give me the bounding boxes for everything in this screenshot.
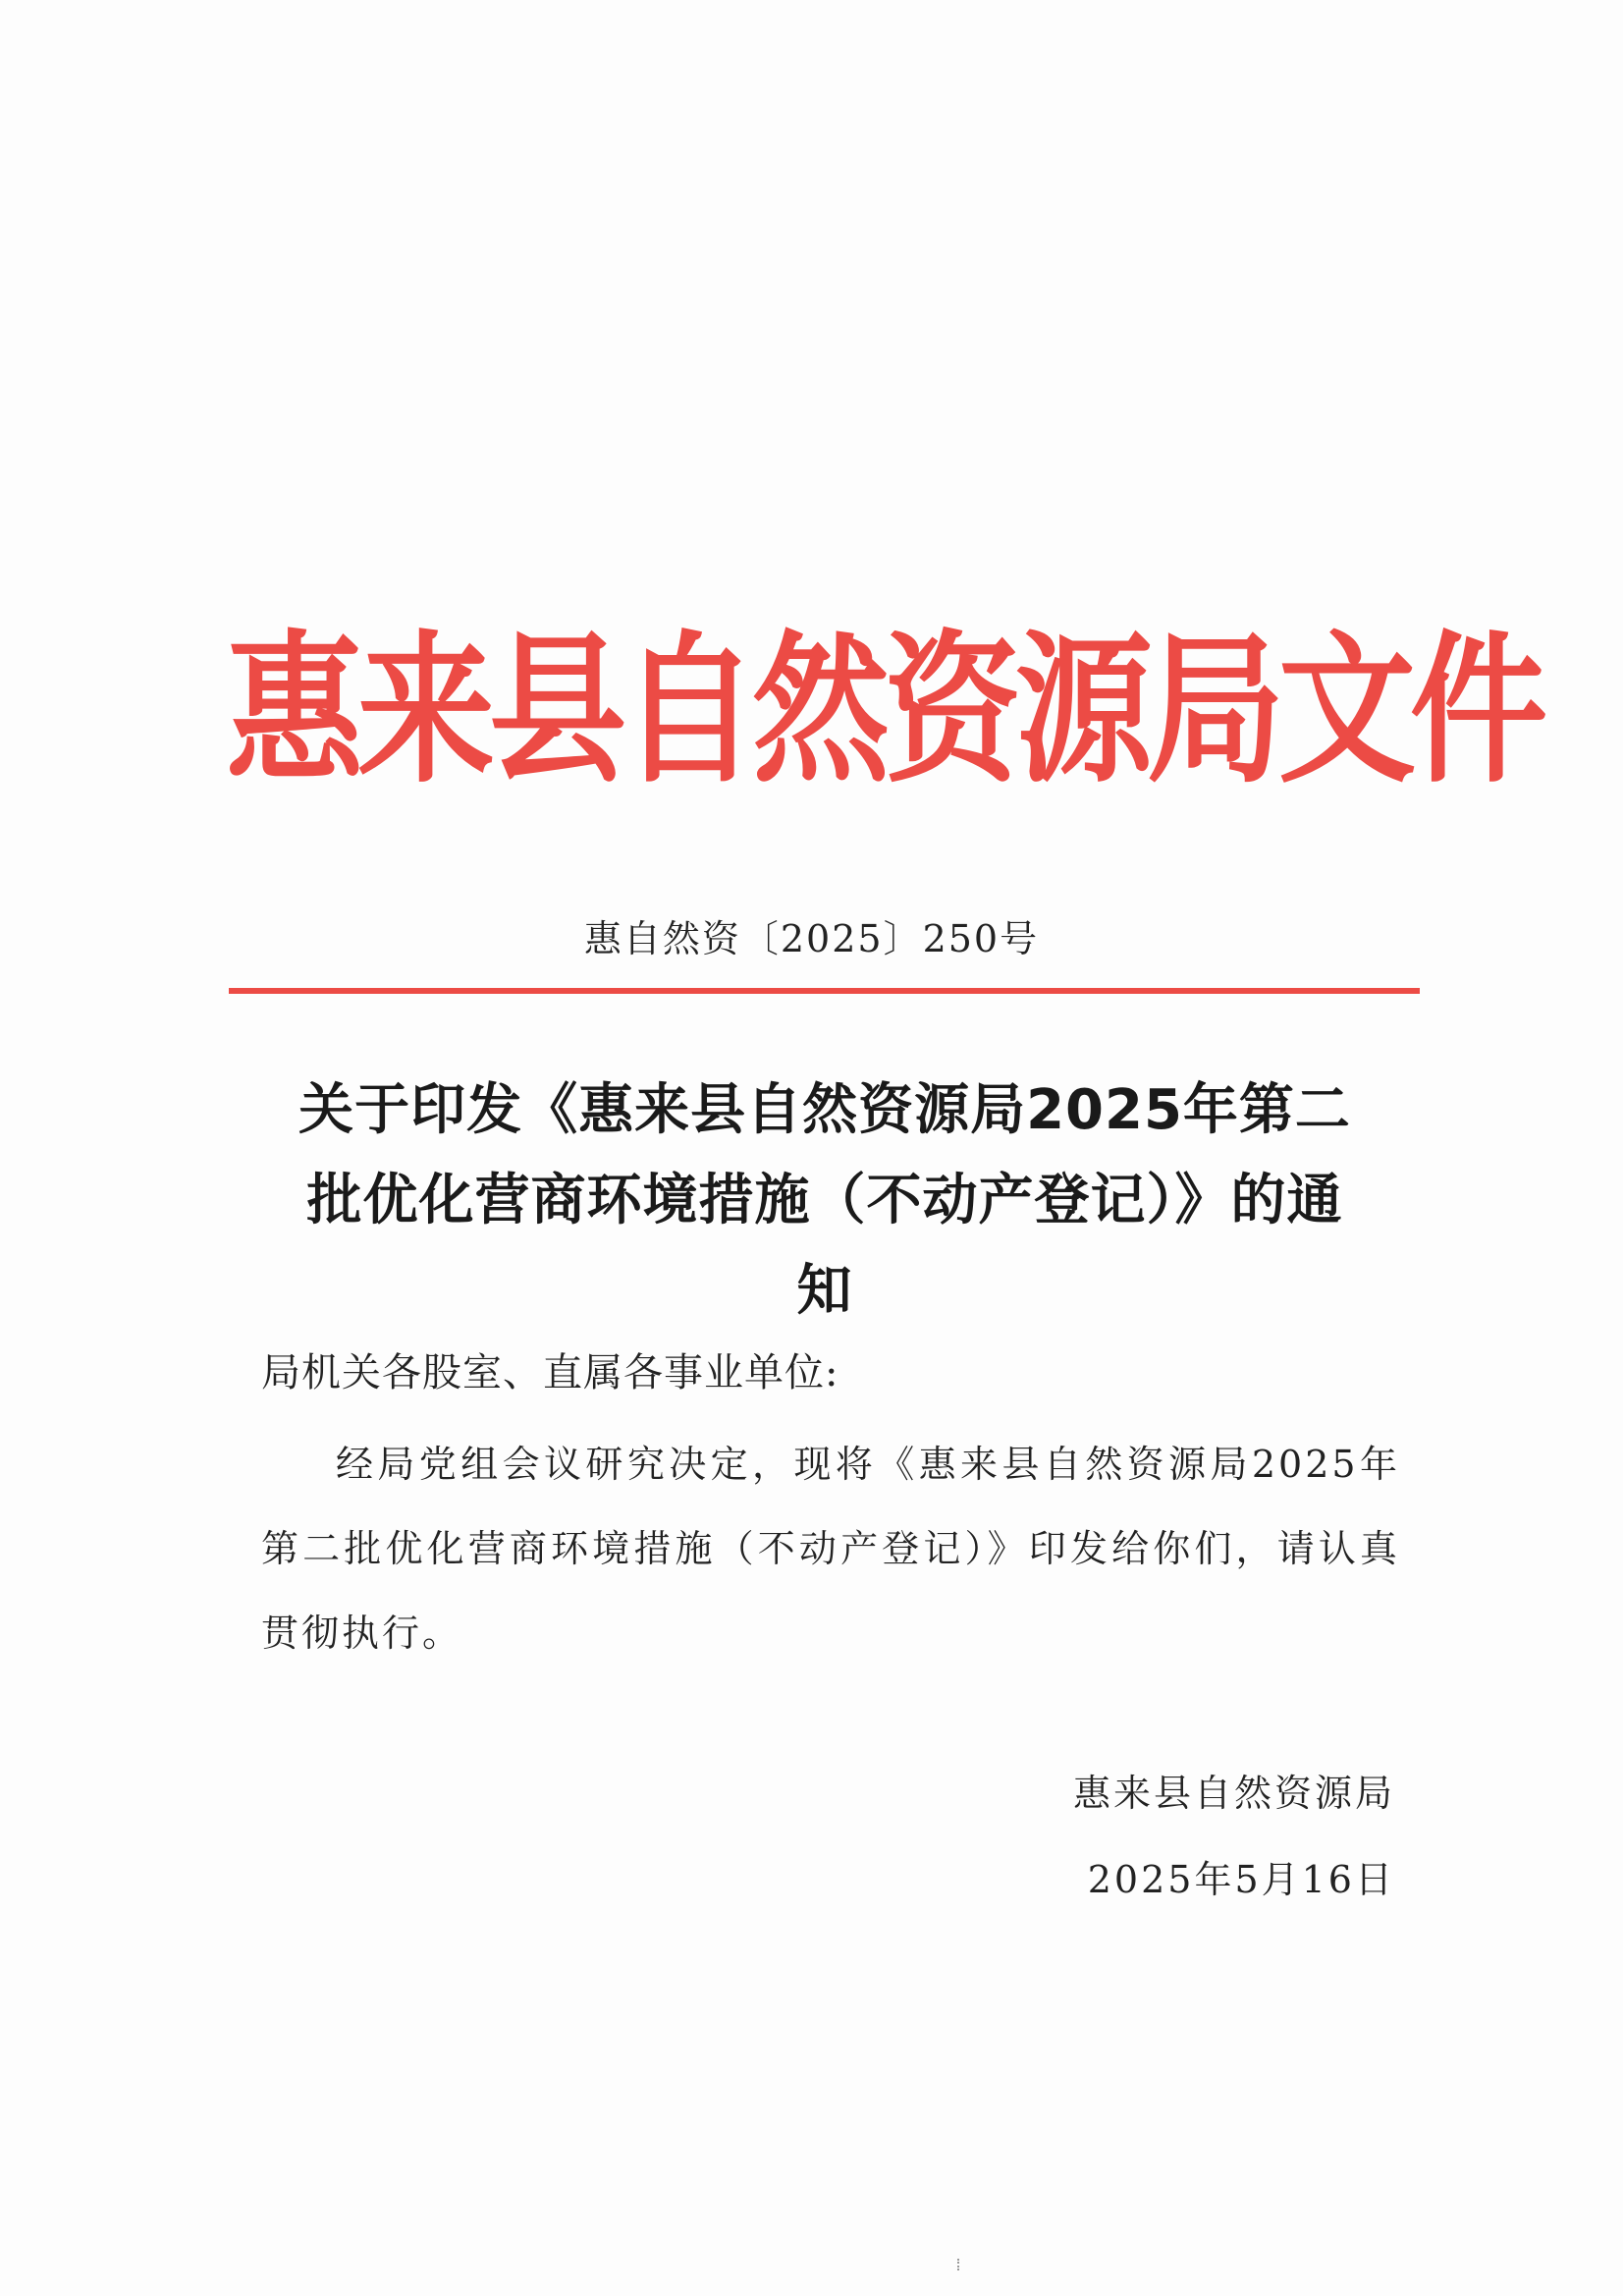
title-line-2: 批优化营商环境措施（不动产登记）》的通 [306,1169,1343,1232]
signature-organization: 惠来县自然资源局 [1072,1772,1395,1815]
masthead-title: 惠来县自然资源局文件 [226,617,1542,806]
document-number: 惠自然资〔2025〕250号 [583,917,1040,960]
signature-date: 2025年5月16日 [1087,1858,1395,1901]
body-paragraph: 经局党组会议研究决定，现将《惠来县自然资源局2025年第二批优化营商环境措施（不动产登记）》印发给你们，请认真贯彻执行。 [261,1443,1400,1655]
red-divider-line [229,988,1420,994]
document-title [255,1066,1394,1337]
salutation: 局机关各股室、直属各事业单位: [261,1350,839,1395]
title-line-1: 关于印发《惠来县自然资源局2025年第二 [298,1078,1351,1142]
scan-speck [957,2259,965,2270]
title-line-3: 知 [796,1259,853,1323]
